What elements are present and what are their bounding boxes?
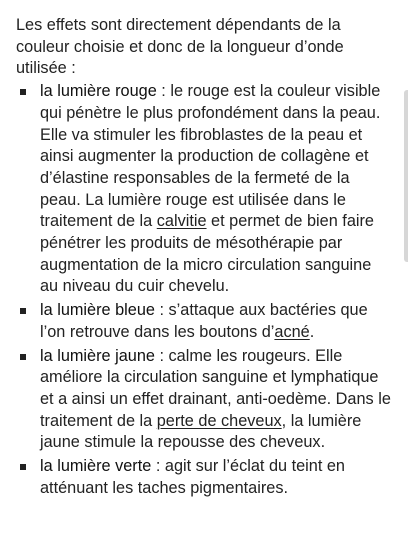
- description-text: : s’attaque aux bactéries que l’on retrouve dans les boutons d’: [40, 301, 368, 341]
- bullet-icon: [20, 464, 26, 470]
- bullet-icon: [20, 354, 26, 360]
- hair-loss-link[interactable]: perte de cheveux: [156, 411, 282, 430]
- bullet-icon: [20, 89, 26, 95]
- bullet-icon: [20, 308, 26, 314]
- description-text: et permet de bien faire pénétrer les produits de mésothérapie par augmentation de la micro circulation sanguine au niveau du cuir chevelu.: [40, 212, 374, 296]
- intro-paragraph: Les effets sont directement dépendants de la couleur choisie et donc de la longueur d’onde utilisée :: [16, 16, 344, 78]
- description-text: , la lumière jaune stimule la repousse des cheveux.: [40, 411, 362, 452]
- list-item-green-light: [16, 456, 392, 499]
- term-red-light: la lumière rouge: [40, 82, 157, 101]
- term-green-light: la lumière verte: [40, 457, 152, 476]
- description-text: : agit sur l’éclat du teint en atténuant les taches pigmentaires.: [40, 457, 345, 497]
- article-body: [16, 15, 392, 501]
- list-item-blue-light: [16, 300, 392, 343]
- term-yellow-light: la lumière jaune: [40, 346, 155, 365]
- term-blue-light: la lumière bleue: [40, 301, 155, 320]
- scrollbar-thumb[interactable]: [404, 90, 408, 262]
- acne-link[interactable]: acné: [274, 322, 310, 341]
- description-text: : le rouge est la couleur visible qui pénètre le plus profondément dans la peau. Elle va stimuler les fibroblastes de la peau et ainsi augmenter la production de collagène et d’élastine responsables de la fermeté de la peau. La lumière rouge est utilisée dans le traitement de la: [40, 82, 381, 231]
- description-text: .: [309, 322, 315, 341]
- description-text: : calme les rougeurs. Elle améliore la circulation sanguine et lymphatique et a ainsi un effet drainant, anti-oedème. Dans le traitement de la: [40, 346, 391, 430]
- light-effects-list: [16, 81, 392, 499]
- calvitie-link[interactable]: calvitie: [156, 212, 207, 231]
- list-item-yellow-light: [16, 346, 392, 455]
- list-item-red-light: [16, 81, 392, 298]
